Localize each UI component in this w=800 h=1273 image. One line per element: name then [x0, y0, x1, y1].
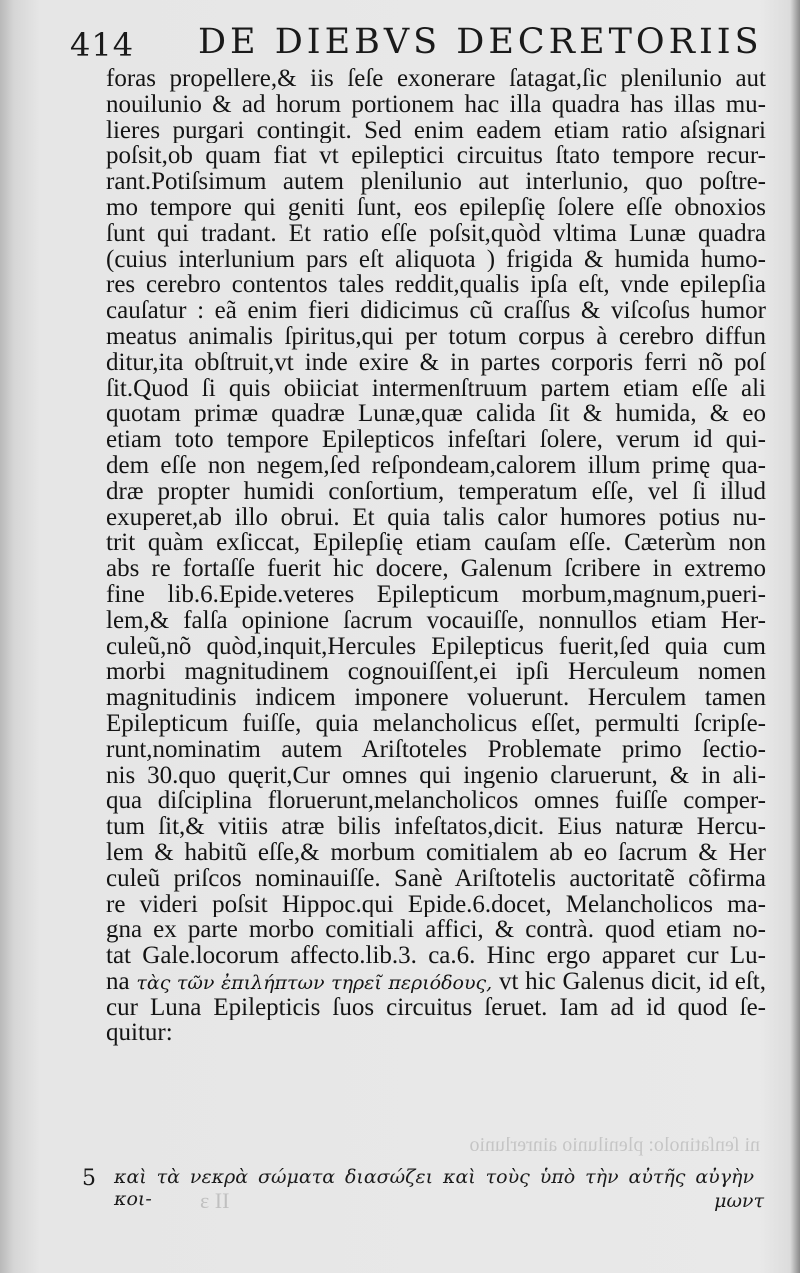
text-line: dem eſſe non negem,ſed reſpondeam,calorem illum primę qua-: [106, 452, 766, 479]
text-line: morbi magnitudinem cognouiſſent,ei ipſi Herculeum nomen: [106, 659, 766, 686]
text-line: Epilepticum fuiſſe, quia melancholicus eſſet, permulti ſcripſe-: [106, 710, 766, 737]
text-line: quitur:: [106, 1019, 173, 1047]
text-line: abs re fortaſſe fuerit hic docere, Galenum ſcribere in extremo: [106, 556, 766, 582]
running-title: DE DIEBVS DECRETORIIS: [198, 22, 763, 62]
text-line: tum ſit,& vitiis atræ bilis infeſtatos,dicit. Eius naturæ Hercu-: [106, 814, 766, 840]
footnote-greek-text: καὶ τὰ νεκρὰ σώματα διασώζει καὶ τοὺς ὑπὸ τὴν αὐτῆς αὐγὴν κοι-: [114, 1166, 754, 1210]
text-line: lem & habitũ eſſe,& morbum comitialem ab eo ſacrum & Her: [106, 839, 766, 866]
bleed-through-text: ni ſenſatinolo: plenilunio ainrerlunio: [469, 1134, 760, 1156]
text-fragment: vt hic Galenus dicit, id eſt,: [498, 968, 766, 995]
text-line: qua diſciplina floruerunt,melancholicos omnes fuiſſe comper-: [106, 788, 766, 815]
text-line: tat Gale.locorum affecto.lib.3. ca.6. Hinc ergo apparet cur Lu-: [106, 943, 766, 969]
bleed-through-text: ε II: [200, 1188, 230, 1213]
text-line: nis 30.quo quęrit,Cur omnes qui ingenio claruerunt, & in ali-: [106, 762, 766, 789]
text-line: magnitudinis indicem imponere voluerunt. Herculem tamen: [106, 685, 766, 711]
text-line: quotam primæ quadræ Lunæ,quæ calida ſit & humida, & eo: [106, 401, 766, 428]
text-line: cur Luna Epilepticis ſuos circuitus ſeruet. Iam ad id quod ſe-: [106, 994, 766, 1021]
text-line: res cerebro contentos tales reddit,qualis ipſa eſt, vnde epilepſia: [106, 272, 766, 299]
text-line: cauſatur : eã enim fieri didicimus cũ craſſus & viſcoſus humor: [106, 298, 766, 324]
page-number: 414: [70, 26, 135, 64]
text-line: ſit.Quod ſi quis obiiciat intermenſtruum partem etiam eſſe ali: [106, 375, 766, 402]
text-line: rant.Potiſsimum autem plenilunio aut interlunio, quo poſtre-: [106, 169, 766, 195]
page-header: [70, 18, 770, 66]
text-line: mo tempore qui geniti ſunt, eos epilepſię ſolere eſſe obnoxios: [106, 194, 766, 221]
text-line: etiam toto tempore Epilepticos infeſtari ſolere, verum id qui-: [106, 427, 766, 453]
text-line: dræ propter humidi conſortium, temperatum eſſe, vel ſi illud: [106, 478, 766, 505]
greek-quote-line: [106, 969, 766, 995]
text-line: nouilunio & ad horum portionem hac illa quadra has illas mu-: [106, 91, 766, 118]
text-line: runt,nominatim autem Ariſtoteles Problemate primo ſectio-: [106, 736, 766, 763]
greek-quotation: τὰς τῶν ἐπιλήπτων τηρεῖ περιόδους,: [136, 971, 493, 994]
text-fragment: na: [106, 968, 130, 995]
footnote-continuation: μωντ: [714, 1190, 764, 1212]
text-line: fine lib.6.Epide.veteres Epilepticum morbum,magnum,pueri-: [106, 581, 766, 608]
text-line: culeũ,nõ quòd,inquit,Hercules Epilepticus fuerit,ſed quia cum: [106, 633, 766, 660]
text-line: foras propellere,& iis ſeſe exonerare ſatagat,ſic plenilunio aut: [106, 66, 766, 92]
text-line: trit quàm exſiccat, Epilepſię etiam cauſam eſſe. Cæterùm non: [106, 530, 766, 557]
text-line: re videri poſsit Hippoc.qui Epide.6.docet, Melancholicos ma-: [106, 891, 766, 918]
footnote-marker: 5: [82, 1166, 96, 1191]
text-line: lieres purgari contingit. Sed enim eadem etiam ratio aſsignari: [106, 117, 766, 144]
text-line: ditur,ita obſtruit,vt inde exire & in partes corporis ferri nõ poſ: [106, 349, 766, 376]
text-line: (cuius interlunium pars eſt aliquota ) frigida & humida humo-: [106, 246, 766, 273]
text-line: lem,& falſa opinione ſacrum vocauiſſe, nonnullos etiam Her-: [106, 607, 766, 634]
text-line: meatus animalis ſpiritus,qui per totum corpus à cerebro diffun: [106, 323, 766, 350]
text-line: culeũ priſcos nominauiſſe. Sanè Ariſtotelis auctoritatẽ cõfirma: [106, 865, 766, 892]
text-line: gna ex parte morbo comitiali affici, & contrà. quod etiam no-: [106, 917, 766, 944]
text-line: exuperet,ab illo obrui. Et quia talis calor humores potius nu-: [106, 504, 766, 531]
main-text-block: [106, 66, 766, 1046]
text-line: ſunt qui tradant. Et ratio eſſe poſsit,quòd vltima Lunæ quadra: [106, 220, 766, 247]
text-line: poſsit,ob quam fiat vt epileptici circuitus ſtato tempore recur-: [106, 143, 766, 170]
